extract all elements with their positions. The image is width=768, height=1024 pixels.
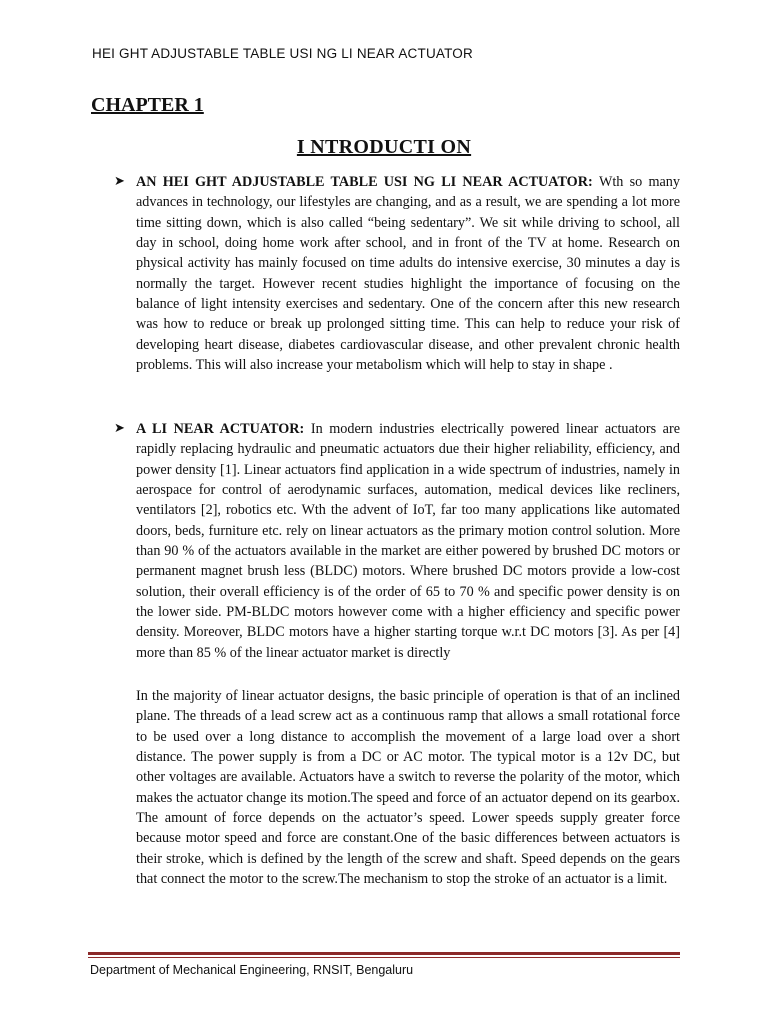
footer-divider <box>88 952 680 955</box>
chapter-label: CHAPTER 1 <box>91 94 204 116</box>
section-text: In modern industries electrically powered linear actuators are rapidly replacing hydraulic and pneumatic actuators due their higher reliability, efficiency, and power density [1]. Linear actuators find application in a wide spectrum of industries, namely in aerospace for control of aerodynamic surfaces, automation, medical devices like recliners, ventilators [2], robotics etc. Wth the advent of IoT, far too many applications like automated doors, beds, furniture etc. rely on linear actuators as the primary motion control solution. More than 90 % of the actuators available in the market are either powered by brushed DC motors or permanent magnet brush less (BLDC) motors. Where brushed DC motors provide a low-cost solution, their overall efficiency is of the order of 65 to 70 % and specific power density is on the lower side. PM-BLDC motors however come with a higher efficiency and specific power density. Moreover, BLDC motors have a higher starting torque w.r.t DC motors [3]. As per [4] more than 85 % of the linear actuator market is directly <box>136 421 680 661</box>
chapter-title: I NTRODUCTI ON <box>296 136 472 158</box>
section-text: Wth so many advances in technology, our lifestyles are changing, and as a result, we are spending a lot more time sitting down, which is also called “being sedentary”. We sit while driving to school, all day in school, doing home work after school, and in front of the TV at home. Research on physical activity has mainly focused on time adults do intensive exercise, 30 minutes a day is normally the target. However recent studies highlight the importance of focusing on the balance of light intensity exercises and sedentary. One of the concern after this new research was how to reduce or break up prolonged sitting time. This can help to reduce your risk of developing heart disease, diabetes cardiovascular disease, and other prevalent chronic health problems. This will also increase your metabolism which will help to stay in shape . <box>136 174 680 374</box>
running-header: HEI GHT ADJUSTABLE TABLE USI NG LI NEAR ACTUATOR <box>92 46 473 61</box>
arrow-bullet-icon: ➤ <box>114 174 125 189</box>
arrow-bullet-icon: ➤ <box>114 421 125 436</box>
page-footer: Department of Mechanical Engineering, RNSIT, Bengaluru <box>90 963 414 977</box>
body-paragraph: In the majority of linear actuator designs, the basic principle of operation is that of an inclined plane. The threads of a lead screw act as a continuous ramp that allows a small rotational force to be used over a long distance to accomplish the movement of a large load over a short distance. The power supply is from a DC or AC motor. The typical motor is a 12v DC, but other voltages are available. Actuators have a switch to reverse the polarity of the motor, which makes the actuator change its motion.The speed and force of an actuator depend on its gearbox. The amount of force depends on the actuator’s speed. Lower speeds supply greater force because motor speed and force are constant.One of the basic differences between actuators is their stroke, which is defined by the length of the screw and shaft. Speed depends on the gears that connect the motor to the screw.The mechanism to stop the stroke of an actuator is a limit. <box>136 688 680 888</box>
section-lead: AN HEI GHT ADJUSTABLE TABLE USI NG LI NEAR ACTUATOR: <box>136 174 599 190</box>
footer-divider-thin <box>88 957 680 958</box>
section-height-adjustable-table <box>114 172 680 375</box>
section-lead: A LI NEAR ACTUATOR: <box>136 421 311 437</box>
section-linear-actuator <box>114 419 680 663</box>
